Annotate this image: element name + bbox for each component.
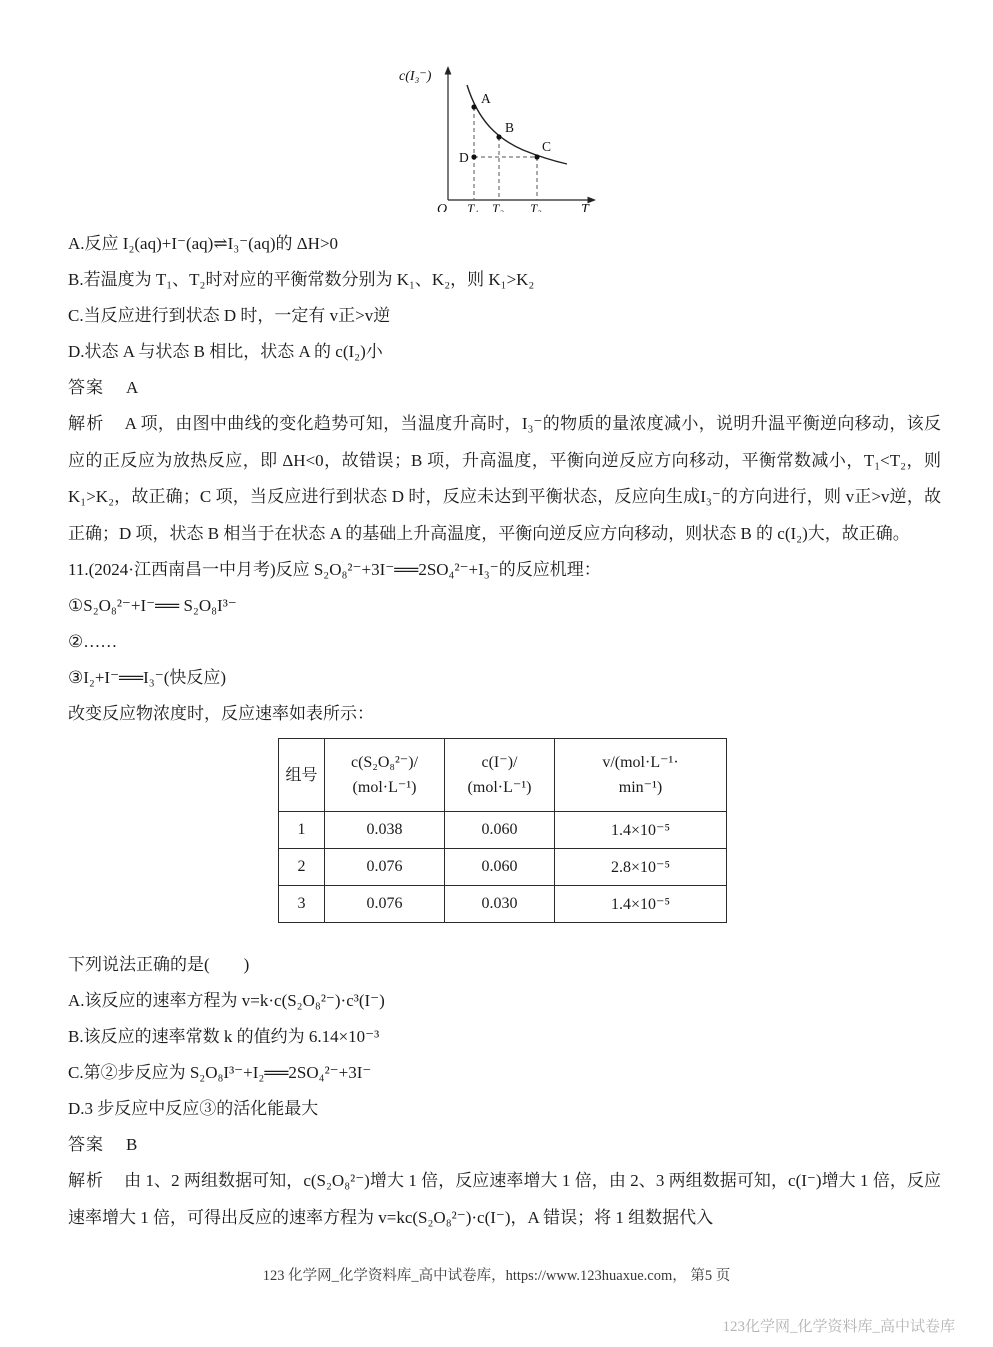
point-C-label: C — [542, 139, 552, 154]
header-group: 组号 — [279, 739, 325, 812]
cell-s2o8-2: 0.076 — [325, 849, 445, 886]
q11-option-b: B.该反应的速率常数 k 的值约为 6.14×10⁻³ — [68, 1027, 380, 1046]
point-B — [496, 134, 501, 139]
header-iodide: c(I⁻)/ (mol·L⁻¹) — [445, 739, 555, 812]
cell-s2o8-3: 0.076 — [325, 886, 445, 923]
q11-answer-value: B — [126, 1135, 138, 1154]
point-A — [471, 104, 476, 109]
cell-iodide-2: 0.060 — [445, 849, 555, 886]
q11-analysis-label: 解析 — [68, 1171, 105, 1190]
q11-step3: ③I₂+I⁻══I₃⁻(快反应) — [68, 668, 227, 687]
q10-option-c: C.当反应进行到状态 D 时，一定有 v正>v逆 — [68, 306, 391, 325]
x-tick-T3: T₃ — [530, 201, 542, 212]
q11-stem: 11.(2024·江西南昌一中月考)反应 S₂O₈²⁻+3I⁻══2SO₄²⁻+I₃⁻的反应机理： — [68, 560, 601, 579]
q11-option-a: A.该反应的速率方程为 v=k·c(S₂O₈²⁻)·c³(I⁻) — [68, 991, 385, 1010]
q10-analysis-text: A 项，由图中曲线的变化趋势可知，当温度升高时，I₃⁻的物质的量浓度减小，说明升温平衡逆向移动，该反应的正反应为放热反应，即 ΔH<0，故错误；B 项，升高温度，平衡向逆反应方向移动，平衡常数减小，T₁<T₂，则 K₁>K₂，故正确；C 项，当反应进行到状态 D 时，反应未达到平衡状态，反应向生成I₃⁻的方向进行，则 v正>v逆，故正确；D 项，状态 B 相当于在状态 A 的基础上升高温度，平衡向逆反应方向移动，则状态 B 的 c(I₂)大，故正确。 — [68, 414, 942, 543]
point-D — [471, 154, 476, 159]
cell-rate-3: 1.4×10⁻⁵ — [555, 886, 727, 923]
q11-question: 下列说法正确的是( ) — [68, 955, 250, 974]
cell-group-1: 1 — [279, 812, 325, 849]
x-tick-T1: T₁ — [467, 201, 479, 212]
footer-site-text: 123 化学网_化学资料库_高中试卷库， — [262, 1268, 506, 1284]
cell-s2o8-1: 0.038 — [325, 812, 445, 849]
q11-option-d: D.3 步反应中反应③的活化能最大 — [68, 1099, 319, 1118]
q11-step2: ②…… — [68, 632, 118, 651]
q10-analysis — [68, 406, 941, 552]
y-axis-label: c(I₃⁻) — [399, 69, 432, 84]
footer-page-number: ， 第5 页 — [672, 1268, 731, 1284]
document-body — [0, 226, 993, 1236]
point-D-label: D — [459, 150, 469, 165]
q11-analysis — [68, 1163, 941, 1236]
q10-option-d: D.状态 A 与状态 B 相比，状态 A 的 c(I₂)小 — [68, 342, 383, 361]
origin-label: O — [437, 202, 448, 212]
q11-analysis-text: 由 1、2 两组数据可知，c(S₂O₈²⁻)增大 1 倍，反应速率增大 1 倍，由 2、3 两组数据可知，c(I⁻)增大 1 倍，反应速率增大 1 倍，可得出反应的速率方程为 v=kc(S₂O₈²⁻)·c(I⁻)，A 错误；将 1 组数据代入 — [68, 1171, 942, 1227]
q11-answer-label: 答案 — [68, 1135, 104, 1154]
rate-data-table-wrap — [278, 738, 941, 923]
footer-url-link[interactable]: https://www.123huaxue.com — [505, 1268, 673, 1284]
y-axis-arrow-icon — [445, 66, 452, 75]
header-s2o8: c(S₂O₈²⁻)/ (mol·L⁻¹) — [325, 739, 445, 812]
cell-group-3: 3 — [279, 886, 325, 923]
cell-rate-2: 2.8×10⁻⁵ — [555, 849, 727, 886]
q10-answer-value: A — [126, 378, 139, 397]
table-row — [279, 812, 727, 849]
table-row — [279, 886, 727, 923]
rate-data-table — [278, 738, 727, 923]
cell-rate-1: 1.4×10⁻⁵ — [555, 812, 727, 849]
q11-answer-line — [68, 1127, 941, 1163]
equilibrium-graph — [393, 60, 608, 212]
q10-option-b: B.若温度为 T₁、T₂时对应的平衡常数分别为 K₁、K₂，则 K₁>K₂ — [68, 270, 535, 289]
point-A-label: A — [481, 91, 491, 106]
table-header-row — [279, 739, 727, 812]
x-tick-T2: T₂ — [492, 201, 504, 212]
q10-option-a: A.反应 I₂(aq)+I⁻(aq)⇌I₃⁻(aq)的 ΔH>0 — [68, 234, 339, 253]
q11-step1: ①S₂O₈²⁻+I⁻══ S₂O₈I³⁻ — [68, 596, 237, 615]
x-axis-label: T — [581, 202, 589, 212]
cell-iodide-3: 0.030 — [445, 886, 555, 923]
q10-answer-line — [68, 370, 941, 406]
graph-canvas — [393, 60, 608, 212]
watermark: 123化学网_化学资料库_高中试卷库 — [722, 1319, 955, 1335]
q11-option-c: C.第②步反应为 S₂O₈I³⁻+I₂══2SO₄²⁻+3I⁻ — [68, 1063, 372, 1082]
page-footer — [0, 1264, 993, 1285]
cell-iodide-1: 0.060 — [445, 812, 555, 849]
q10-answer-label: 答案 — [68, 378, 104, 397]
q11-table-intro: 改变反应物浓度时，反应速率如表所示： — [68, 704, 374, 723]
point-B-label: B — [505, 120, 515, 135]
point-C — [534, 154, 539, 159]
cell-group-2: 2 — [279, 849, 325, 886]
header-rate: v/(mol·L⁻¹· min⁻¹) — [555, 739, 727, 812]
table-row — [279, 849, 727, 886]
q10-analysis-label: 解析 — [68, 414, 105, 433]
